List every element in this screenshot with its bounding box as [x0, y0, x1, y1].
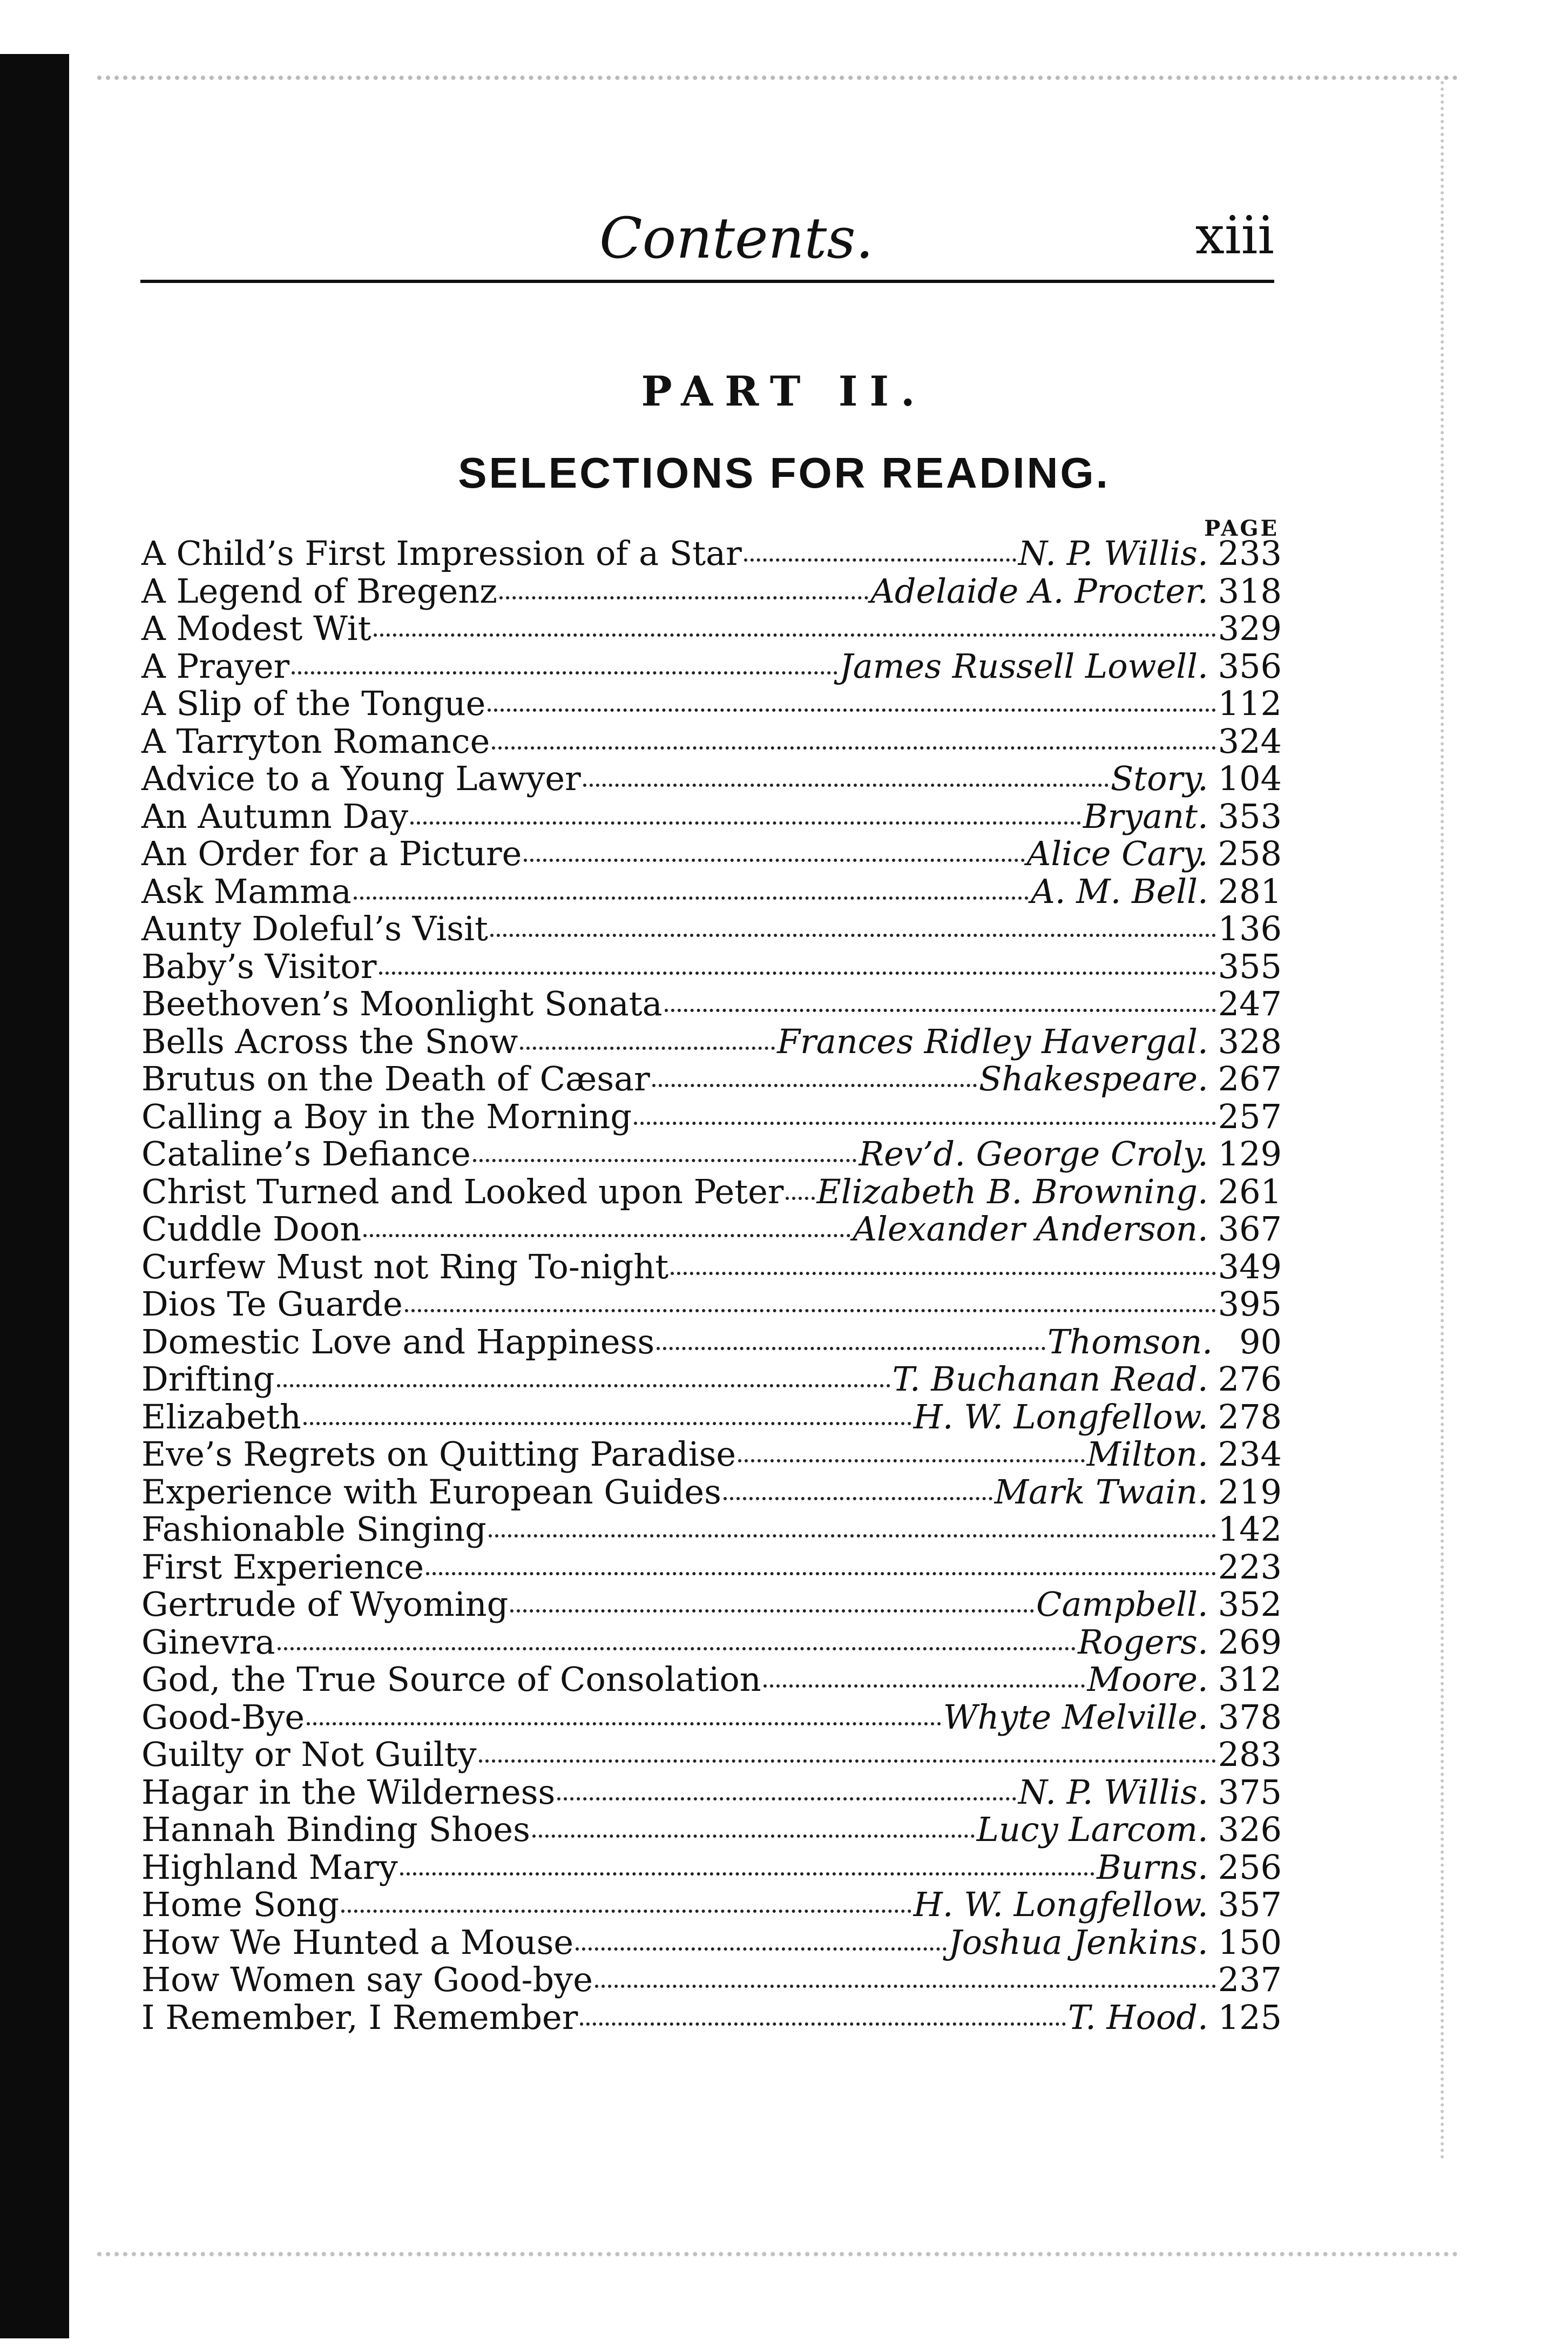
entry-author: A. M. Bell.: [1030, 871, 1208, 911]
entry-page-number: 357: [1218, 1885, 1282, 1924]
contents-entry: [141, 798, 1282, 835]
entry-page-number: 375: [1218, 1772, 1282, 1812]
contents-entry: [141, 1510, 1282, 1548]
dot-leader: [583, 778, 1109, 787]
entry-author: Burns.: [1097, 1847, 1208, 1887]
dot-leader: [744, 553, 1016, 562]
entry-title: Cuddle Doon: [141, 1209, 362, 1249]
contents-entry: [141, 873, 1282, 911]
entry-page-number: 269: [1218, 1622, 1282, 1662]
entry-page-number: 278: [1218, 1397, 1282, 1436]
entry-title: Baby’s Visitor: [141, 946, 377, 986]
dot-leader: [374, 628, 1216, 637]
contents-entry: [141, 1210, 1282, 1248]
contents-entry: [141, 1248, 1282, 1286]
contents-entry: [141, 1811, 1282, 1849]
entry-title: Beethoven’s Moonlight Sonata: [141, 984, 663, 1023]
entry-page-number: 329: [1218, 609, 1282, 648]
dot-leader: [473, 1154, 857, 1162]
entry-author: T. Buchanan Read.: [892, 1359, 1208, 1399]
entry-author: Moore.: [1087, 1660, 1208, 1699]
entry-page-number: 356: [1218, 646, 1282, 686]
entry-title: Elizabeth: [141, 1397, 301, 1436]
entry-page-number: 257: [1218, 1096, 1282, 1136]
entry-title: A Tarryton Romance: [141, 721, 490, 761]
contents-entry: [141, 1173, 1282, 1211]
dot-leader: [379, 966, 1216, 975]
contents-entry: [141, 1285, 1282, 1323]
entry-page-number: 261: [1218, 1171, 1282, 1211]
dot-leader: [763, 1679, 1085, 1688]
entry-page-number: 276: [1218, 1359, 1282, 1399]
entry-page-number: 223: [1218, 1547, 1282, 1587]
contents-list: [141, 535, 1282, 2036]
dot-leader: [524, 853, 1024, 862]
entry-title: How We Hunted a Mouse: [141, 1922, 574, 1962]
contents-entry: [141, 610, 1282, 648]
dot-leader: [277, 1379, 890, 1387]
entry-author: Thomson.: [1047, 1321, 1213, 1361]
entry-title: Domestic Love and Happiness: [141, 1321, 655, 1361]
contents-entry: [141, 1698, 1282, 1736]
entry-title: Dios Te Guarde: [141, 1284, 403, 1324]
entry-page-number: 353: [1218, 796, 1282, 836]
entry-title: Experience with European Guides: [141, 1472, 721, 1512]
contents-entry: [141, 1999, 1282, 2036]
entry-title: Calling a Boy in the Morning: [141, 1096, 632, 1136]
dot-leader: [490, 928, 1216, 937]
entry-title: God, the True Source of Consolation: [141, 1660, 761, 1699]
contents-entry: [141, 1435, 1282, 1473]
page-number: xiii: [1195, 205, 1274, 266]
entry-title: Ask Mamma: [141, 871, 352, 911]
entry-page-number: 104: [1218, 759, 1282, 798]
contents-entry: [141, 1773, 1282, 1811]
entry-page-number: 129: [1218, 1134, 1282, 1174]
entry-title: Home Song: [141, 1885, 340, 1924]
entry-page-number: 283: [1218, 1735, 1282, 1774]
entry-author: Mark Twain.: [994, 1472, 1208, 1512]
contents-entry: [141, 1473, 1282, 1511]
dot-leader: [307, 1717, 941, 1725]
entry-author: Alice Cary.: [1026, 834, 1208, 873]
dot-leader: [557, 1792, 1016, 1800]
contents-entry: [141, 760, 1282, 798]
contents-entry: [141, 1886, 1282, 1924]
dot-leader: [292, 666, 837, 675]
dot-leader: [278, 1642, 1076, 1650]
contents-entry: [141, 1360, 1282, 1398]
dot-leader: [341, 1904, 911, 1913]
dot-leader: [479, 1754, 1216, 1763]
entry-page-number: 324: [1218, 721, 1282, 761]
entry-author: Adelaide A. Procter.: [870, 571, 1208, 611]
section-heading: SELECTIONS FOR READING.: [458, 449, 1110, 497]
entry-title: Gertrude of Wyoming: [141, 1584, 509, 1624]
entry-page-number: 256: [1218, 1847, 1282, 1887]
entry-page-number: 90: [1239, 1321, 1282, 1361]
dot-leader: [410, 816, 1081, 825]
entry-page-number: 150: [1218, 1922, 1282, 1962]
entry-page-number: 328: [1218, 1021, 1282, 1061]
entry-title: A Modest Wit: [141, 609, 371, 648]
header-rule: [140, 280, 1274, 283]
entry-title: Ginevra: [141, 1622, 275, 1662]
contents-entry: [141, 1135, 1282, 1173]
entry-page-number: 233: [1218, 534, 1282, 573]
dot-leader: [303, 1417, 911, 1425]
entry-author: Joshua Jenkins.: [948, 1922, 1208, 1962]
entry-page-number: 267: [1218, 1059, 1282, 1098]
dot-leader: [510, 1604, 1034, 1613]
entry-author: N. P. Willis.: [1018, 1772, 1208, 1812]
part-heading: PART II.: [641, 367, 927, 415]
contents-entry: [141, 1586, 1282, 1623]
entry-title: First Experience: [141, 1547, 424, 1587]
entry-page-number: 378: [1218, 1697, 1282, 1737]
dot-leader: [595, 1979, 1216, 1988]
dot-leader: [786, 1191, 814, 1200]
dot-leader: [400, 1867, 1094, 1876]
dot-leader: [532, 1829, 975, 1838]
contents-entry: [141, 1849, 1282, 1886]
entry-author: Campbell.: [1036, 1584, 1208, 1624]
scan-noise-top: [97, 49, 1458, 80]
entry-page-number: 219: [1218, 1472, 1282, 1512]
scan-noise-bottom: [97, 2252, 1458, 2278]
contents-entry: [141, 1548, 1282, 1586]
dot-leader: [665, 1003, 1216, 1012]
contents-entry: [141, 685, 1282, 723]
entry-title: Fashionable Singing: [141, 1509, 486, 1549]
entry-author: H. W. Longfellow.: [913, 1397, 1208, 1436]
contents-entry: [141, 985, 1282, 1023]
entry-page-number: 247: [1218, 984, 1282, 1023]
dot-leader: [405, 1304, 1216, 1312]
entry-page-number: 395: [1218, 1284, 1282, 1324]
entry-author: Rogers.: [1078, 1622, 1208, 1662]
entry-title: Hannah Binding Shoes: [141, 1810, 530, 1849]
dot-leader: [634, 1116, 1216, 1125]
entry-title: An Order for a Picture: [141, 834, 522, 873]
page-column-label: PAGE: [1204, 516, 1279, 541]
contents-entry: [141, 572, 1282, 610]
contents-entry: [141, 1098, 1282, 1136]
contents-entry: [141, 1060, 1282, 1098]
entry-title: Christ Turned and Looked upon Peter: [141, 1171, 784, 1211]
dot-leader: [354, 891, 1029, 900]
entry-title: Good-Bye: [141, 1697, 305, 1737]
entry-page-number: 312: [1218, 1660, 1282, 1699]
contents-entry: [141, 1924, 1282, 1961]
entry-title: Advice to a Young Lawyer: [141, 759, 581, 798]
entry-author: T. Hood.: [1067, 1997, 1208, 2037]
entry-author: N. P. Willis.: [1018, 534, 1208, 573]
entry-author: Story.: [1110, 759, 1208, 798]
entry-page-number: 355: [1218, 946, 1282, 986]
entry-page-number: 281: [1218, 871, 1282, 911]
entry-title: Brutus on the Death of Cæsar: [141, 1059, 650, 1098]
entry-title: Hagar in the Wilderness: [141, 1772, 556, 1812]
entry-page-number: 326: [1218, 1810, 1282, 1849]
entry-page-number: 318: [1218, 571, 1282, 611]
dot-leader: [499, 591, 868, 599]
entry-title: Guilty or Not Guilty: [141, 1735, 477, 1774]
entry-title: Drifting: [141, 1359, 275, 1399]
contents-entry: [141, 1398, 1282, 1436]
dot-leader: [426, 1567, 1216, 1575]
entry-title: A Legend of Bregenz: [141, 571, 497, 611]
entry-author: Frances Ridley Havergal.: [777, 1021, 1208, 1061]
entry-title: How Women say Good-bye: [141, 1960, 593, 1999]
dot-leader: [652, 1078, 977, 1087]
dot-leader: [576, 1942, 947, 1951]
entry-title: A Prayer: [141, 646, 290, 686]
entry-author: Elizabeth B. Browning.: [816, 1171, 1208, 1211]
running-title: Contents.: [599, 205, 874, 271]
contents-entry: [141, 1323, 1282, 1361]
entry-page-number: 237: [1218, 1960, 1282, 1999]
dot-leader: [489, 1529, 1216, 1537]
entry-title: Cataline’s Defiance: [141, 1134, 471, 1174]
entry-title: Eve’s Regrets on Quitting Paradise: [141, 1434, 736, 1474]
entry-page-number: 136: [1218, 909, 1282, 948]
contents-entry: [141, 723, 1282, 760]
entry-author: Shakespeare.: [978, 1059, 1208, 1098]
dot-leader: [520, 1041, 775, 1050]
entry-page-number: 142: [1218, 1509, 1282, 1549]
contents-entry: [141, 1661, 1282, 1698]
entry-title: A Slip of the Tongue: [141, 684, 486, 723]
dot-leader: [738, 1454, 1085, 1462]
entry-author: Alexander Anderson.: [853, 1209, 1208, 1249]
dot-leader: [488, 703, 1215, 712]
entry-title: An Autumn Day: [141, 796, 409, 836]
entry-page-number: 367: [1218, 1209, 1282, 1249]
dot-leader: [363, 1229, 850, 1237]
entry-author: Whyte Melville.: [943, 1697, 1208, 1737]
entry-page-number: 349: [1218, 1246, 1282, 1286]
contents-entry: [141, 648, 1282, 685]
dot-leader: [724, 1492, 992, 1500]
entry-page-number: 234: [1218, 1434, 1282, 1474]
contents-entry: [141, 1023, 1282, 1061]
dot-leader: [580, 2017, 1066, 2026]
dot-leader: [671, 1266, 1216, 1275]
dot-leader: [657, 1341, 1045, 1350]
entry-title: A Child’s First Impression of a Star: [141, 534, 742, 573]
entry-page-number: 125: [1218, 1997, 1282, 2037]
contents-entry: [141, 1736, 1282, 1773]
entry-title: Bells Across the Snow: [141, 1021, 518, 1061]
contents-entry: [141, 1623, 1282, 1661]
entry-title: Highland Mary: [141, 1847, 398, 1887]
entry-title: Aunty Doleful’s Visit: [141, 909, 488, 948]
contents-entry: [141, 910, 1282, 948]
entry-title: Curfew Must not Ring To-night: [141, 1246, 669, 1286]
entry-author: Bryant.: [1083, 796, 1208, 836]
contents-entry: [141, 948, 1282, 986]
entry-author: H. W. Longfellow.: [913, 1885, 1208, 1924]
entry-title: I Remember, I Remember: [141, 1997, 578, 2037]
contents-entry: [141, 535, 1282, 572]
entry-author: Rev’d. George Croly.: [859, 1134, 1208, 1174]
entry-page-number: 112: [1218, 684, 1282, 723]
entry-page-number: 258: [1218, 834, 1282, 873]
contents-entry: [141, 835, 1282, 873]
entry-author: James Russell Lowell.: [839, 646, 1208, 686]
entry-page-number: 352: [1218, 1584, 1282, 1624]
entry-author: Milton.: [1086, 1434, 1208, 1474]
contents-entry: [141, 1961, 1282, 1999]
entry-author: Lucy Larcom.: [976, 1810, 1208, 1849]
dot-leader: [492, 741, 1215, 750]
page-header: [140, 205, 1274, 275]
